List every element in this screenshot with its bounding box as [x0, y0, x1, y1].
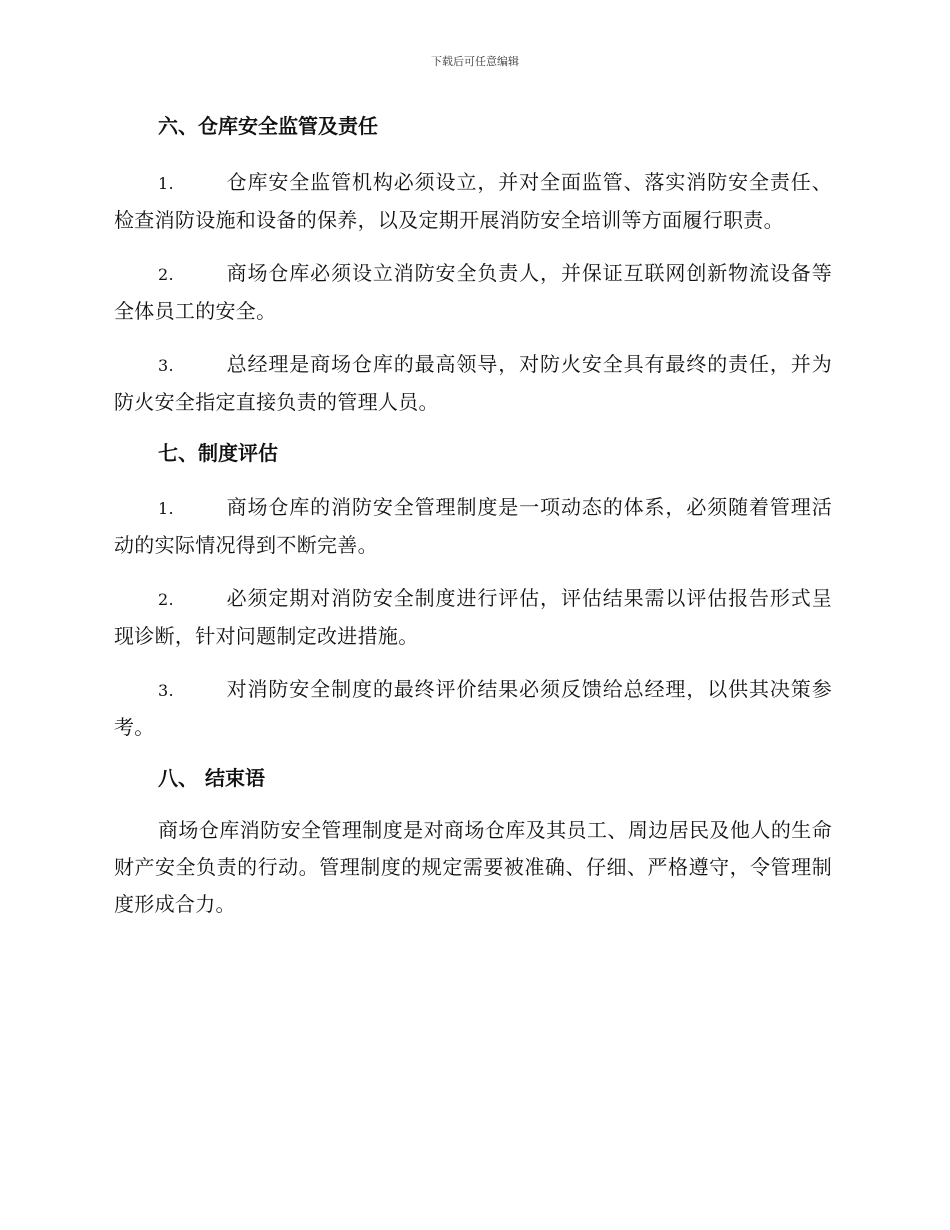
item-text: 总经理是商场仓库的最高领导，对防火安全具有最终的责任，并为防火安全指定直接负责的管理人员。	[114, 352, 832, 414]
list-item	[114, 164, 832, 239]
list-item	[114, 671, 832, 746]
item-number: 3.	[158, 356, 174, 375]
item-number: 1.	[158, 174, 174, 193]
item-number: 1.	[158, 499, 174, 518]
list-item	[114, 580, 832, 655]
list-item	[114, 255, 832, 330]
item-text: 必须定期对消防安全制度进行评估，评估结果需以评估报告形式呈现诊断，针对问题制定改进措施。	[114, 586, 832, 648]
item-text: 对消防安全制度的最终评价结果必须反馈给总经理，以供其决策参考。	[114, 677, 832, 739]
list-item	[114, 489, 832, 564]
closing-paragraph: 商场仓库消防安全管理制度是对商场仓库及其员工、周边居民及他人的生命财产安全负责的行动。管理制度的规定需要被准确、仔细、严格遵守，令管理制度形成合力。	[114, 818, 832, 916]
section-heading-6: 六、仓库安全监管及责任	[158, 114, 378, 138]
item-number: 2.	[158, 590, 174, 609]
section-heading-8: 八、 结束语	[158, 766, 265, 790]
item-number: 3.	[158, 681, 174, 700]
document-body	[114, 112, 832, 923]
item-text: 商场仓库必须设立消防安全负责人，并保证互联网创新物流设备等全体员工的安全。	[114, 261, 832, 323]
section-heading-7: 七、制度评估	[158, 441, 278, 465]
item-text: 商场仓库的消防安全管理制度是一项动态的体系，必须随着管理活动的实际情况得到不断完善。	[114, 495, 832, 557]
page-header: 下载后可任意编辑	[431, 55, 519, 68]
list-item	[114, 346, 832, 421]
item-number: 2.	[158, 265, 174, 284]
item-text: 仓库安全监管机构必须设立，并对全面监管、落实消防安全责任、检查消防设施和设备的保养，以及定期开展消防安全培训等方面履行职责。	[114, 170, 832, 232]
